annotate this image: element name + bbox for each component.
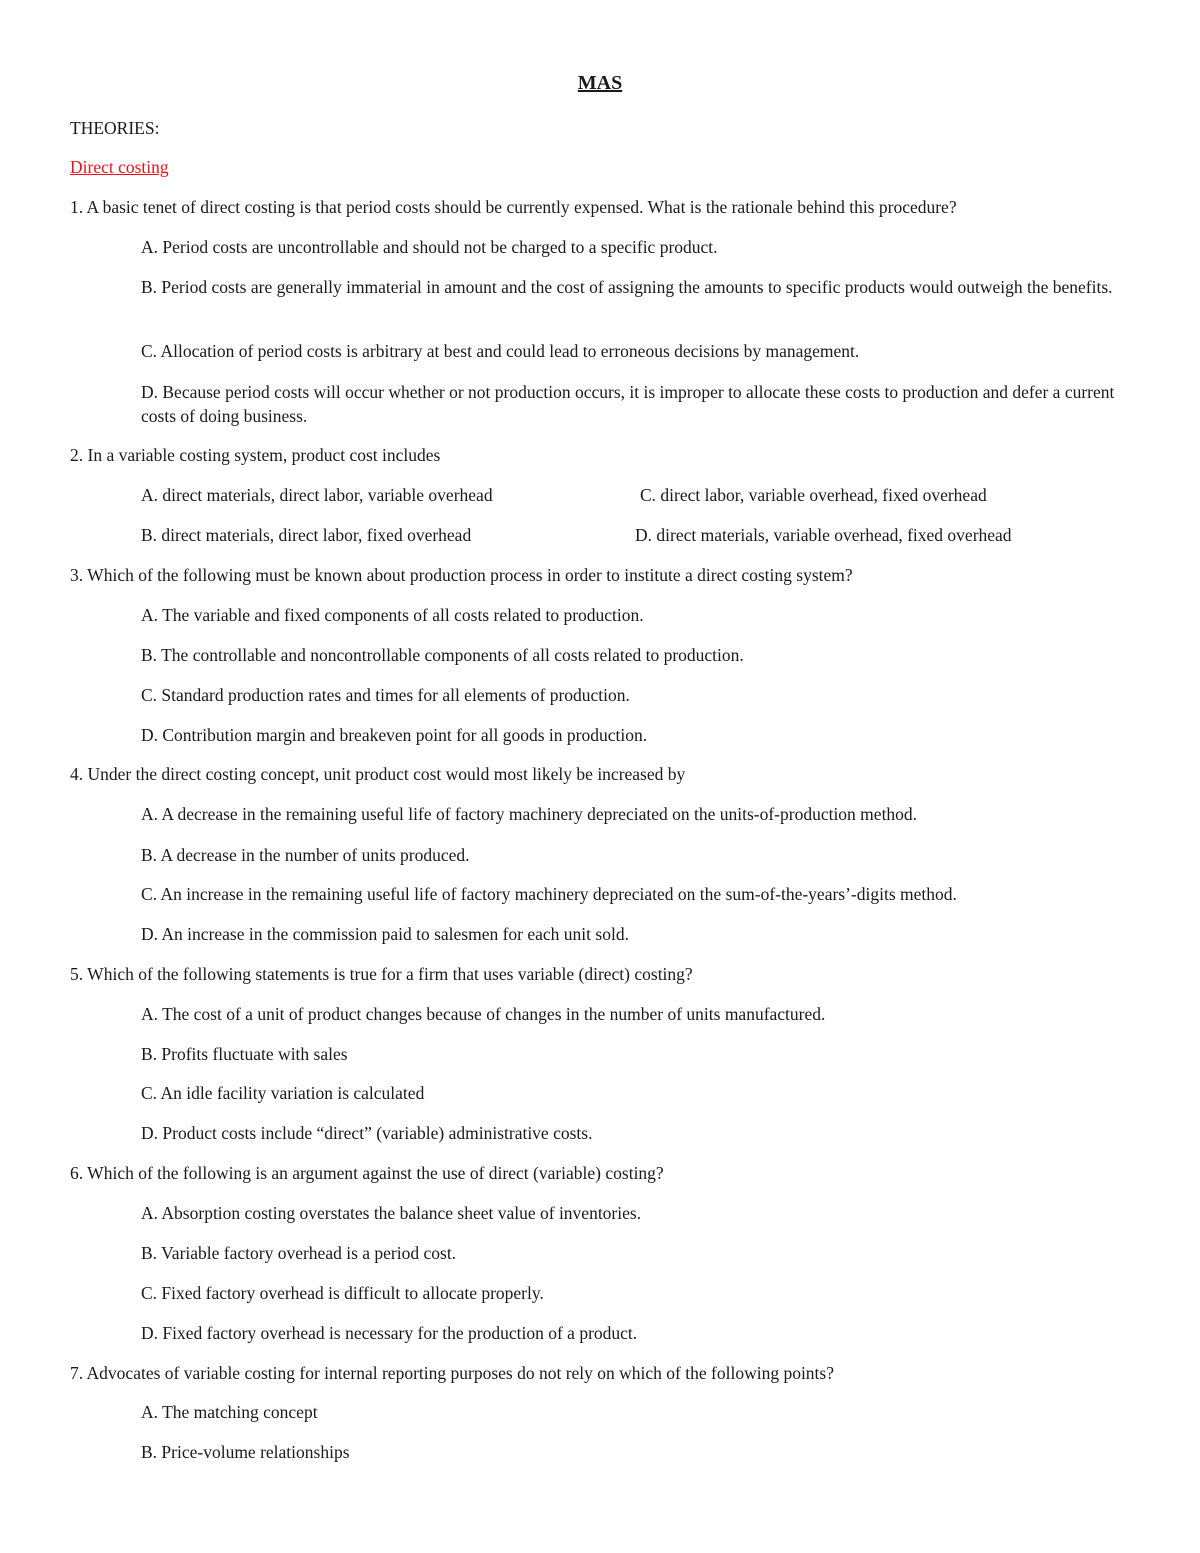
question-6-option-d: D. Fixed factory overhead is necessary for the production of a product. [141,1323,638,1343]
question-1: 1. A basic tenet of direct costing is that period costs should be currently expensed. What is the rationale behind this procedure? [70,197,957,217]
question-1-option-c: C. Allocation of period costs is arbitrary at best and could lead to erroneous decisions by management. [141,341,860,361]
question-5-option-a: A. The cost of a unit of product changes because of changes in the number of units manufactured. [141,1004,826,1024]
question-2-option-b: B. direct materials, direct labor, fixed overhead [141,525,472,545]
question-7: 7. Advocates of variable costing for internal reporting purposes do not rely on which of the following points? [70,1363,834,1383]
question-2-option-d: D. direct materials, variable overhead, fixed overhead [635,525,1012,545]
question-6: 6. Which of the following is an argument against the use of direct (variable) costing? [70,1163,664,1183]
question-6-option-a: A. Absorption costing overstates the balance sheet value of inventories. [141,1203,642,1223]
question-2: 2. In a variable costing system, product cost includes [70,445,441,465]
question-5-option-c: C. An idle facility variation is calculated [141,1083,425,1103]
question-2-option-c: C. direct labor, variable overhead, fixed overhead [640,485,987,505]
question-6-option-c: C. Fixed factory overhead is difficult to allocate properly. [141,1283,544,1303]
question-3-option-a: A. The variable and fixed components of all costs related to production. [141,605,644,625]
page-title: MAS [577,72,623,94]
question-1-option-a: A. Period costs are uncontrollable and should not be charged to a specific product. [141,237,718,257]
question-5-option-b: B. Profits fluctuate with sales [141,1044,348,1064]
section-heading-direct-costing: Direct costing [70,157,169,177]
question-3-option-c: C. Standard production rates and times for all elements of production. [141,685,630,705]
question-4-option-a: A. A decrease in the remaining useful life of factory machinery depreciated on the units-of-production method. [141,804,918,824]
question-6-option-b: B. Variable factory overhead is a period cost. [141,1243,457,1263]
question-1-option-b: B. Period costs are generally immaterial in amount and the cost of assigning the amounts to specific products would outweigh the benefits. [141,277,1113,297]
question-5-option-d: D. Product costs include “direct” (variable) administrative costs. [141,1123,593,1143]
question-7-option-b: B. Price-volume relationships [141,1442,350,1462]
question-4: 4. Under the direct costing concept, unit product cost would most likely be increased by [70,764,686,784]
theories-heading: THEORIES: [70,118,160,138]
question-2-option-a: A. direct materials, direct labor, variable overhead [141,485,493,505]
question-4-option-d: D. An increase in the commission paid to salesmen for each unit sold. [141,924,629,944]
question-4-option-c: C. An increase in the remaining useful life of factory machinery depreciated on the sum-of-the-years’-digits method. [141,884,957,904]
question-4-option-b: B. A decrease in the number of units produced. [141,845,470,865]
question-3-option-b: B. The controllable and noncontrollable components of all costs related to production. [141,645,744,665]
question-3-option-d: D. Contribution margin and breakeven point for all goods in production. [141,725,648,745]
question-3: 3. Which of the following must be known about production process in order to institute a direct costing system? [70,565,853,585]
question-7-option-a: A. The matching concept [141,1402,318,1422]
question-1-option-d: D. Because period costs will occur whether or not production occurs, it is improper to allocate these costs to production and defer a current costs of doing business. [141,382,1115,426]
question-5: 5. Which of the following statements is true for a firm that uses variable (direct) costing? [70,964,693,984]
